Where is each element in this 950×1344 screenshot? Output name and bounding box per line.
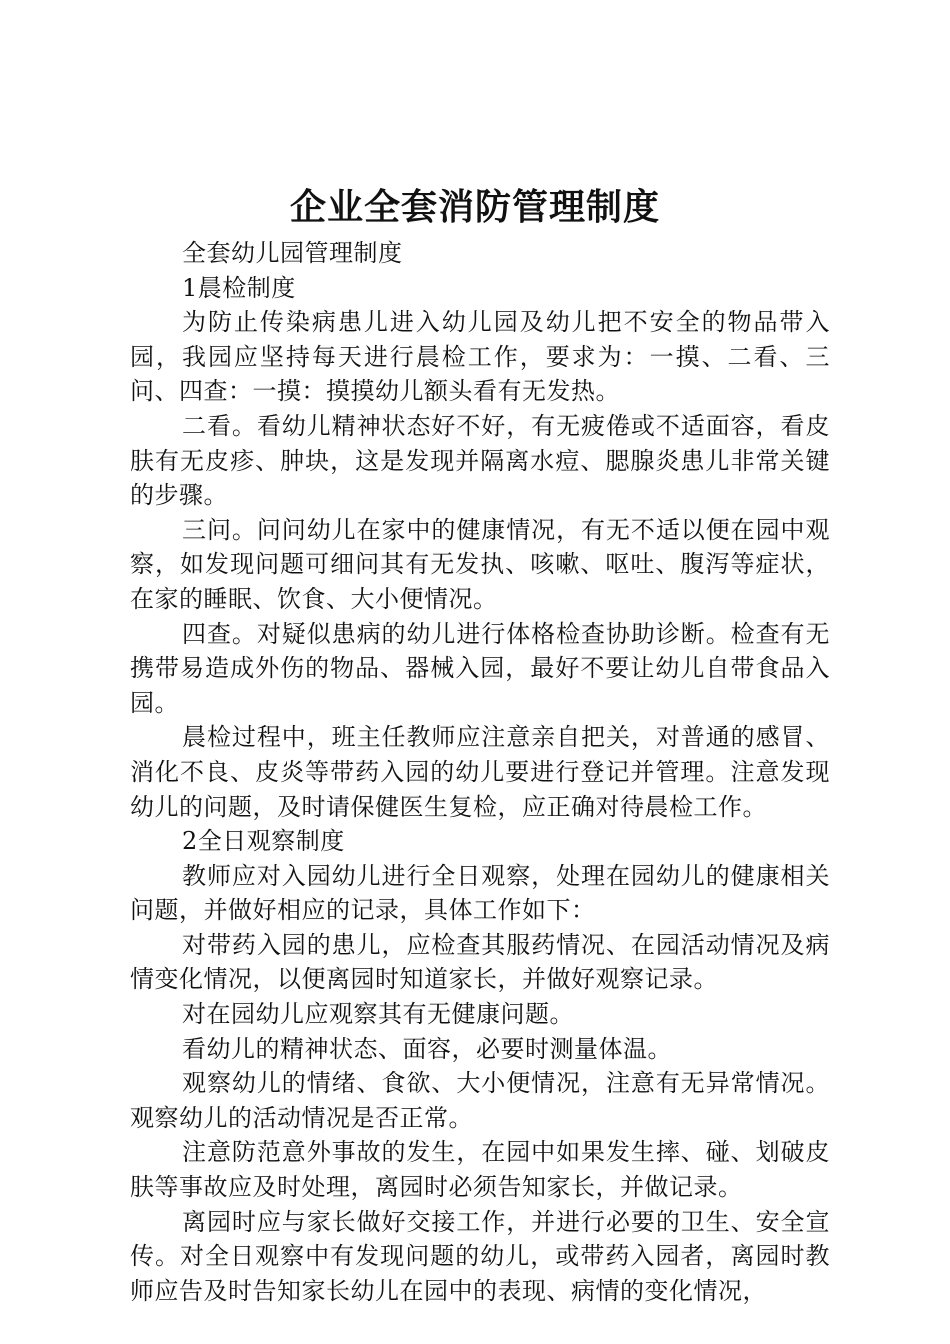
paragraph: 二看。看幼儿精神状态好不好，有无疲倦或不适面容，看皮肤有无皮疹、肿块，这是发现并隔离水痘、腮腺炎患儿非常关键的步骤。 xyxy=(130,411,830,510)
paragraph: 对在园幼儿应观察其有无健康问题。 xyxy=(182,1000,574,1029)
paragraph: 观察幼儿的情绪、食欲、大小便情况，注意有无异常情况。观察幼儿的活动情况是否正常。 xyxy=(130,1069,830,1132)
document-title: 企业全套消防管理制度 xyxy=(289,187,660,228)
paragraph: 四查。对疑似患病的幼儿进行体格检查协助诊断。检查有无携带易造成外伤的物品、器械入园，最好不要让幼儿自带食品入园。 xyxy=(130,619,830,717)
paragraph: 为防止传染病患儿进入幼儿园及幼儿把不安全的物品带入园，我园应坚持每天进行晨检工作，要求为：一摸、二看、三问、四查：一摸：摸摸幼儿额头看有无发热。 xyxy=(130,308,830,406)
paragraph: 注意防范意外事故的发生，在园中如果发生摔、碰、划破皮肤等事故应及时处理，离园时必须告知家长，并做记录。 xyxy=(130,1138,830,1202)
subsection-heading: 2全日观察制度 xyxy=(182,827,345,856)
paragraph: 三问。问问幼儿在家中的健康情况，有无不适以便在园中观察，如发现问题可细问其有无发执、咳嗽、呕吐、腹泻等症状，在家的睡眠、饮食、大小便情况。 xyxy=(130,515,830,613)
subsection-heading: 1晨检制度 xyxy=(182,273,296,302)
paragraph: 对带药入园的患儿，应检查其服药情况、在园活动情况及病情变化情况，以便离园时知道家长，并做好观察记录。 xyxy=(130,930,830,994)
paragraph: 离园时应与家长做好交接工作，并进行必要的卫生、安全宣传。对全日观察中有发现问题的幼儿，或带药入园者，离园时教师应告及时告知家长幼儿在园中的表现、病情的变化情况， xyxy=(130,1207,830,1305)
section-heading: 全套幼儿园管理制度 xyxy=(182,239,403,267)
document-body xyxy=(130,236,830,1308)
paragraph: 晨检过程中，班主任教师应注意亲自把关，对普通的感冒、消化不良、皮炎等带药入园的幼儿要进行登记并管理。注意发现幼儿的问题，及时请保健医生复检，应正确对待晨检工作。 xyxy=(130,723,830,821)
paragraph: 教师应对入园幼儿进行全日观察，处理在园幼儿的健康相关问题，并做好相应的记录，具体工作如下： xyxy=(130,861,830,925)
paragraph: 看幼儿的精神状态、面容，必要时测量体温。 xyxy=(182,1034,672,1063)
